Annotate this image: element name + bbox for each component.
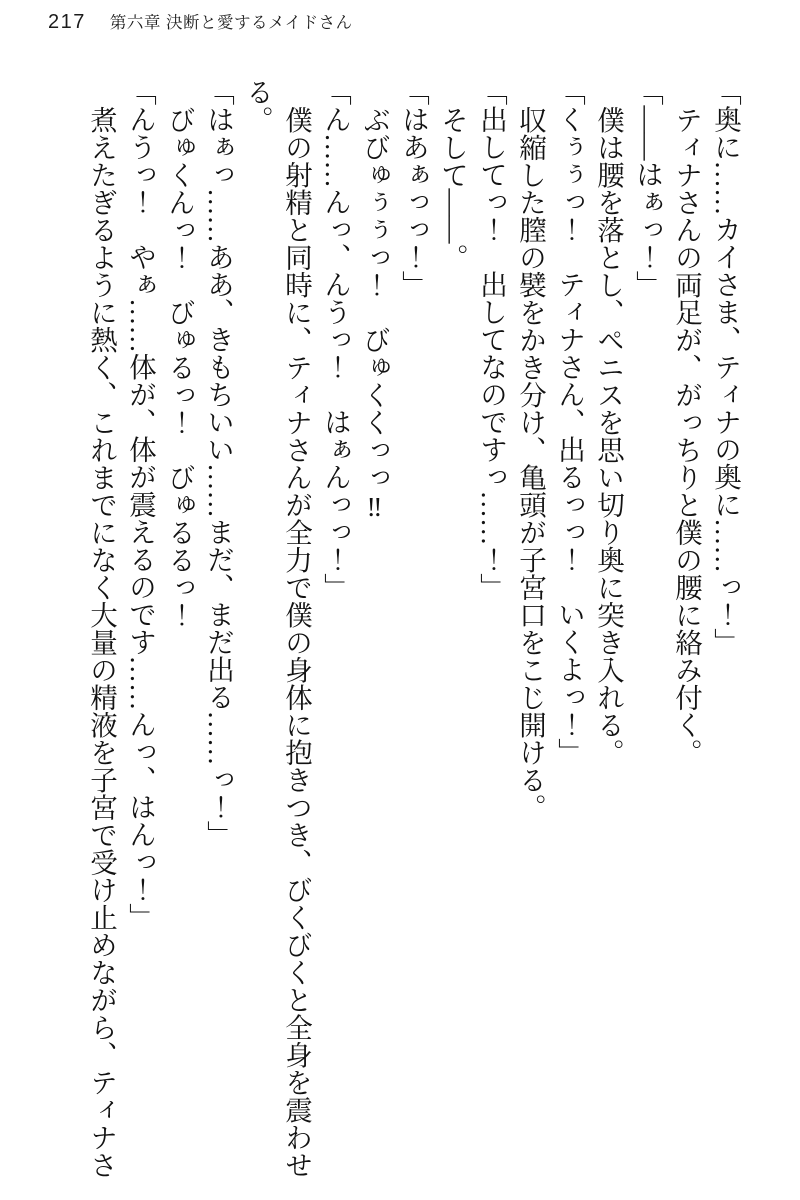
novel-line: 「はあぁっっ！」 <box>398 78 429 298</box>
novel-line: 「んうっ！ やぁ……体が、体が震えるのです……んっ、はんっ！」 <box>125 78 156 931</box>
novel-line: 僕は腰を落とし、ペニスを思い切り奥に突き入れる。 <box>593 105 624 766</box>
novel-line: 煮えたぎるように熱く、これまでになく大量の精液を子宮で受け止めながら、ティナさ <box>86 105 117 1178</box>
page-header <box>48 9 353 34</box>
novel-line: 収縮した膣の襞をかき分け、亀頭が子宮口をこじ開ける。 <box>515 105 546 821</box>
novel-line: 僕の射精と同時に、ティナさんが全力で僕の身体に抱きつき、びくびくと全身を震わせる。 <box>242 78 312 1178</box>
page-number: 217 <box>48 11 86 33</box>
novel-text-block <box>82 78 745 1188</box>
novel-line: 「――はぁっ！」 <box>632 78 663 298</box>
novel-line: 「くぅぅっ！ ティナさん、出るっっ！ いくよっ！」 <box>554 78 585 766</box>
novel-line: ティナさんの両足が、がっちりと僕の腰に絡み付く。 <box>671 105 702 766</box>
novel-line: 「奥に……カイさま、ティナの奥に……っ！」 <box>710 78 741 656</box>
novel-line: びゅくんっ！ びゅるっ！ びゅるるっ！ <box>164 105 195 628</box>
novel-line: 「出してっ！ 出してなのですっ……！」 <box>476 78 507 601</box>
novel-line: 「ん……んっ、んうっ！ はぁんっっ！」 <box>320 78 351 601</box>
chapter-title: 第六章 決断と愛するメイドさん <box>109 14 353 32</box>
novel-line: 「はぁっ……ああ、きもちいい……まだ、まだ出る……っ！」 <box>203 78 234 848</box>
novel-line: ぶびゅぅぅっ！ びゅくくっっ‼ <box>359 105 390 522</box>
novel-line: そして――。 <box>437 105 468 271</box>
